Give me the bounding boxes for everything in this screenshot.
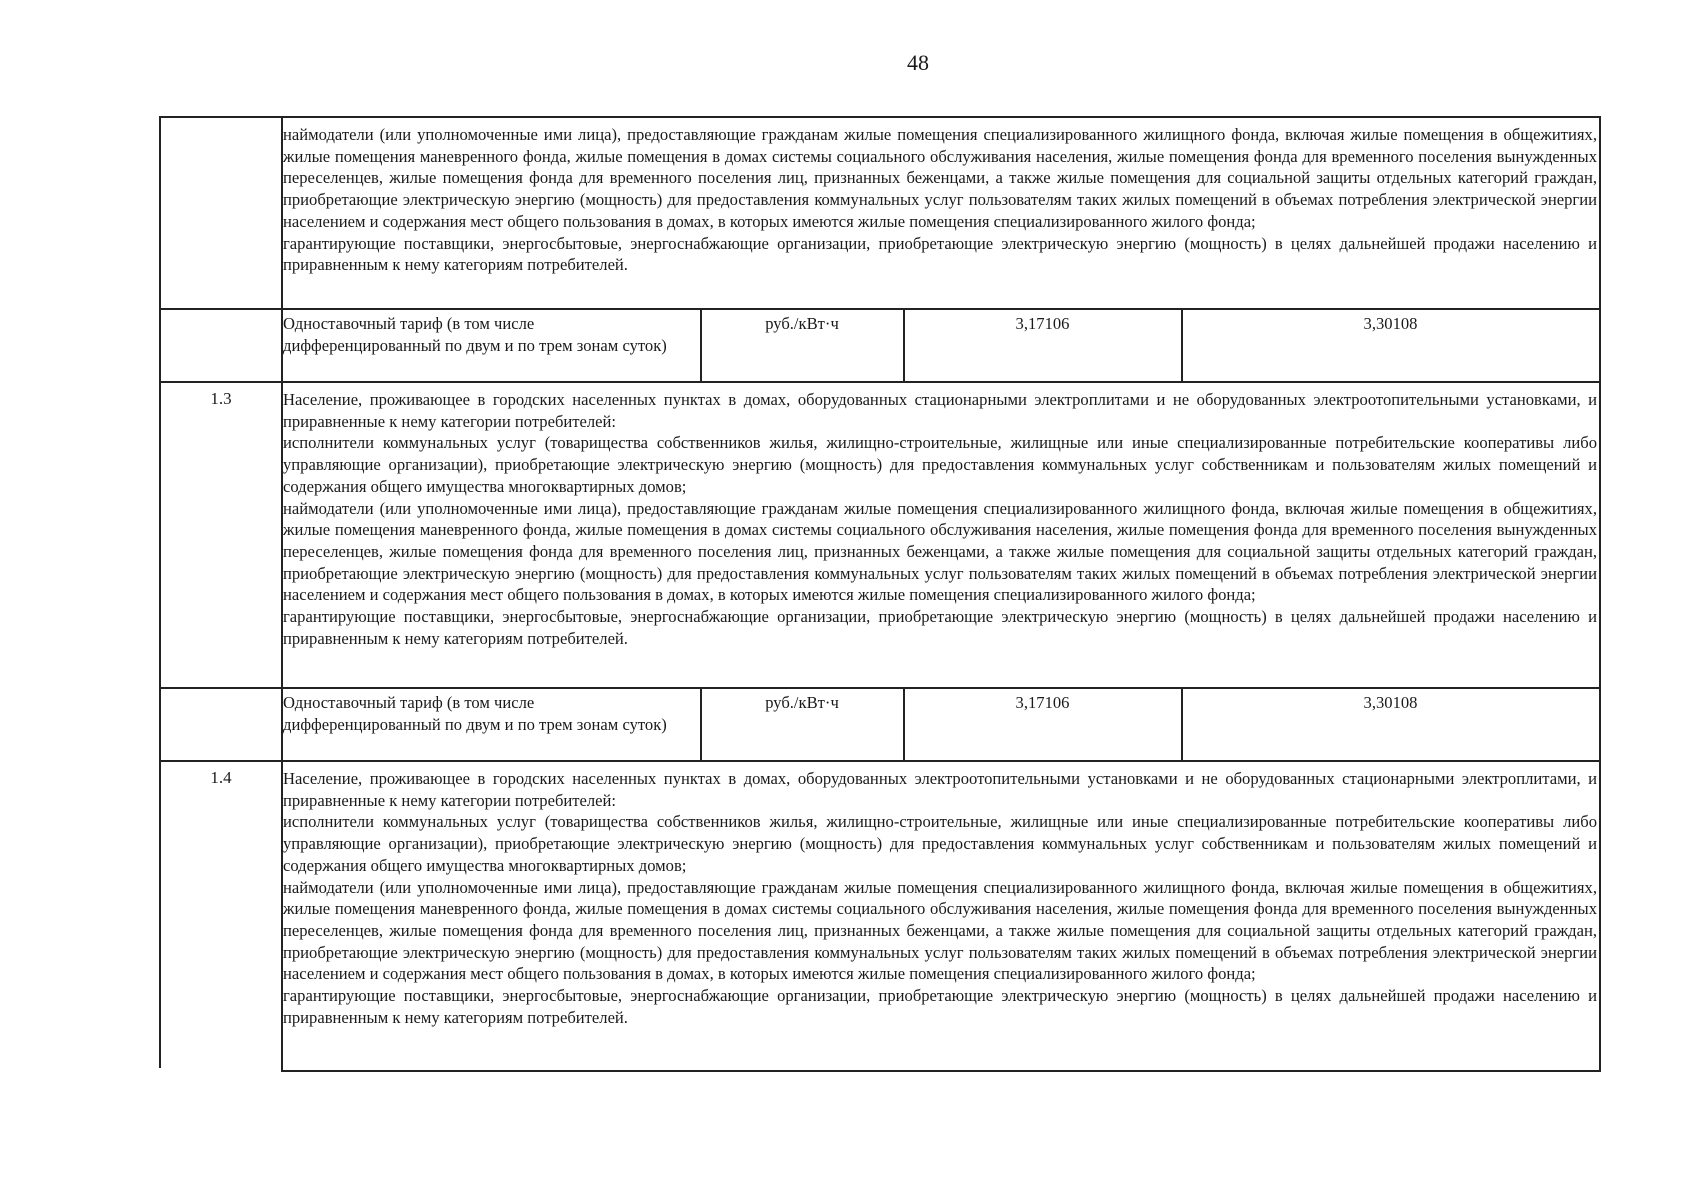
row-text xyxy=(283,389,1597,649)
row-number: 1.3 xyxy=(210,389,232,408)
tariff-value-1: 3,17106 xyxy=(1015,693,1070,712)
paragraph: исполнители коммунальных услуг (товарищества собственников жилья, жилищно-строительные, жилищные или иные специализированные потребительские кооперативы либо управляющие организации), приобретающие электрическую энергию (мощность) для предоставления коммунальных услуг собственникам и пользователям жилых помещений и содержания общего имущества многоквартирных домов; xyxy=(283,433,1597,496)
row-text xyxy=(283,124,1597,276)
row-divider xyxy=(159,381,1600,383)
tariff-value-1: 3,17106 xyxy=(1015,314,1070,333)
tariff-unit: руб./кВт·ч xyxy=(765,314,839,333)
page-number: 48 xyxy=(907,50,929,75)
paragraph: Население, проживающее в городских населенных пунктах в домах, оборудованных электроотопительными установками и не оборудованных стационарными электроплитами, и приравненные к нему категории потребителей: xyxy=(283,769,1597,810)
table-bottom-border xyxy=(281,1070,1600,1072)
paragraph: наймодатели (или уполномоченные ими лица), предоставляющие гражданам жилые помещения специализированного жилищного фонда, включая жилые помещения в общежитиях, жилые помещения маневренного фонда, жилые помещения в домах системы социального обслуживания населения, жилые помещения фонда для временного поселения вынужденных переселенцев, жилые помещения фонда для временного поселения лиц, признанных беженцами, а также жилые помещения для социальной защиты отдельных категорий граждан, приобретающие электрическую энергию (мощность) для предоставления коммунальных услуг пользователям таких жилых помещений в объемах потребления электрической энергии населением и содержания мест общего пользования в домах, в которых имеются жилые помещения специализированного жилого фонда; xyxy=(283,125,1597,231)
paragraph: гарантирующие поставщики, энергосбытовые, энергоснабжающие организации, приобретающие электрическую энергию (мощность) в целях дальнейшей продажи населению и приравненным к нему категориям потребителей. xyxy=(283,607,1597,648)
paragraph: Население, проживающее в городских населенных пунктах в домах, оборудованных стационарными электроплитами и не оборудованных электроотопительными установками, и приравненные к нему категории потребителей: xyxy=(283,390,1597,431)
paragraph: гарантирующие поставщики, энергосбытовые, энергоснабжающие организации, приобретающие электрическую энергию (мощность) в целях дальнейшей продажи населению и приравненным к нему категориям потребителей. xyxy=(283,986,1597,1027)
tariff-unit: руб./кВт·ч xyxy=(765,693,839,712)
paragraph: наймодатели (или уполномоченные ими лица), предоставляющие гражданам жилые помещения специализированного жилищного фонда, включая жилые помещения в общежитиях, жилые помещения маневренного фонда, жилые помещения в домах системы социального обслуживания населения, жилые помещения фонда для временного поселения вынужденных переселенцев, жилые помещения фонда для временного поселения лиц, признанных беженцами, а также жилые помещения для социальной защиты отдельных категорий граждан, приобретающие электрическую энергию (мощность) для предоставления коммунальных услуг пользователям таких жилых помещений в объемах потребления электрической энергии населением и содержания мест общего пользования в домах, в которых имеются жилые помещения специализированного жилого фонда; xyxy=(283,498,1597,605)
row-text xyxy=(283,768,1597,1028)
tariff-name: Одноставочный тариф (в том числе дифференцированный по двум и по трем зонам суток) xyxy=(283,693,667,734)
tariff-value-2: 3,30108 xyxy=(1363,314,1418,333)
tariff-value-2: 3,30108 xyxy=(1363,693,1418,712)
paragraph: наймодатели (или уполномоченные ими лица), предоставляющие гражданам жилые помещения специализированного жилищного фонда, включая жилые помещения в общежитиях, жилые помещения маневренного фонда, жилые помещения в домах системы социального обслуживания населения, жилые помещения фонда для временного поселения вынужденных переселенцев, жилые помещения фонда для временного поселения лиц, признанных беженцами, а также жилые помещения для социальной защиты отдельных категорий граждан, приобретающие электрическую энергию (мощность) для предоставления коммунальных услуг пользователям таких жилых помещений в объемах потребления электрической энергии населением и содержания мест общего пользования в домах, в которых имеются жилые помещения специализированного жилого фонда; xyxy=(283,877,1597,984)
row-divider xyxy=(159,760,1600,762)
row-divider xyxy=(159,308,1600,310)
table-right-border xyxy=(1599,116,1601,1072)
paragraph: гарантирующие поставщики, энергосбытовые, энергоснабжающие организации, приобретающие электрическую энергию (мощность) в целях дальнейшей продажи населению и приравненным к нему категориям потребителей. xyxy=(283,233,1597,275)
table-top-border xyxy=(159,116,1600,118)
table-left-border xyxy=(159,116,161,1068)
paragraph: исполнители коммунальных услуг (товарищества собственников жилья, жилищно-строительные, жилищные или иные специализированные потребительские кооперативы либо управляющие организации), приобретающие электрическую энергию (мощность) для предоставления коммунальных услуг собственникам и пользователям жилых помещений и содержания общего имущества многоквартирных домов; xyxy=(283,812,1597,875)
tariff-name: Одноставочный тариф (в том числе дифференцированный по двум и по трем зонам суток) xyxy=(283,314,667,355)
row-divider xyxy=(159,687,1600,689)
row-number: 1.4 xyxy=(210,768,232,787)
